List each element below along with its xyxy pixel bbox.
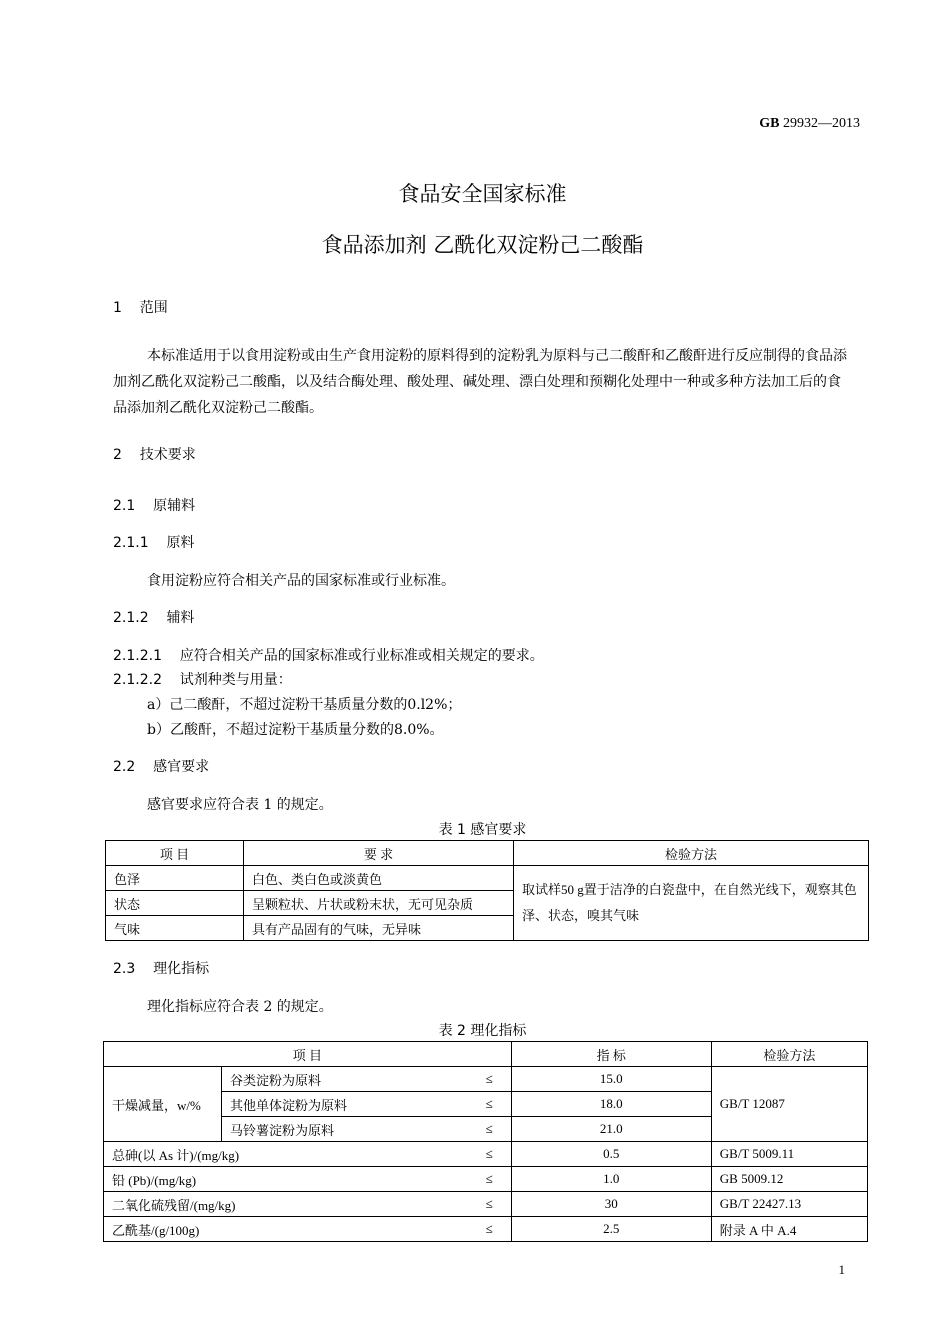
le-symbol: ≤ [475, 1217, 512, 1242]
section-2-1-2-heading: 2.1.2 辅料 [113, 610, 195, 626]
table-row [104, 1192, 868, 1217]
table-2-cell-item: 乙酰基/(g/100g) [104, 1217, 475, 1242]
table-1-header-req: 要 求 [244, 841, 514, 866]
table-2-cell-method: GB/T 12087 [711, 1067, 867, 1142]
table-1-cell-req: 具有产品固有的气味，无异味 [244, 916, 514, 941]
table-1 [105, 840, 869, 941]
table-1-header-method: 检验方法 [514, 841, 869, 866]
table-2-cell-item: 总砷(以 As 计)/(mg/kg) [104, 1142, 475, 1167]
section-1-heading: 1 范围 [113, 300, 168, 316]
section-2-1-2-1: 2.1.2.1 应符合相关产品的国家标准或行业标准或相关规定的要求。 [113, 648, 544, 664]
table-1-cell-req: 白色、类白色或淡黄色 [244, 866, 514, 891]
table-2-cell-sub: 马铃薯淀粉为原料 [222, 1117, 475, 1142]
le-symbol: ≤ [475, 1167, 512, 1192]
table-2-header-item: 项 目 [104, 1042, 512, 1067]
table-2-cell-value: 0.5 [511, 1142, 711, 1167]
page-number: 1 [838, 1262, 845, 1277]
table-2 [103, 1041, 868, 1242]
reagent-b: b）乙酸酐，不超过淀粉干基质量分数的8.0%。 [147, 722, 444, 738]
standard-number: GB 29932—2013 [759, 116, 860, 131]
table-2-header-value: 指 标 [511, 1042, 711, 1067]
table-1-header-item: 项 目 [106, 841, 244, 866]
table-2-cell-item: 二氧化硫残留/(mg/kg) [104, 1192, 475, 1217]
le-symbol: ≤ [475, 1117, 512, 1142]
table-2-cell-value: 18.0 [511, 1092, 711, 1117]
section-2-3-heading: 2.3 理化指标 [113, 961, 210, 977]
table-1-cell-item: 状态 [106, 891, 244, 916]
table-2-cell-method: GB/T 22427.13 [711, 1192, 867, 1217]
table-1-cell-item: 气味 [106, 916, 244, 941]
table-2-group-label: 干燥减量，w/% [104, 1067, 222, 1142]
le-symbol: ≤ [475, 1142, 512, 1167]
table-1-caption: 表 1 感官要求 [438, 822, 527, 838]
table-2-cell-value: 2.5 [511, 1217, 711, 1242]
doc-subtitle: 食品添加剂 乙酰化双淀粉己二酸酯 [321, 233, 644, 257]
le-symbol: ≤ [475, 1067, 512, 1092]
section-2-2-heading: 2.2 感官要求 [113, 759, 210, 775]
table-2-cell-value: 15.0 [511, 1067, 711, 1092]
table-2-cell-value: 21.0 [511, 1117, 711, 1142]
table-2-cell-value: 30 [511, 1192, 711, 1217]
doc-title: 食品安全国家标准 [398, 182, 567, 206]
reagent-a: a）己二酸酐，不超过淀粉干基质量分数的0.l2%； [147, 697, 462, 713]
table-row [104, 1142, 868, 1167]
section-2-2-text: 感官要求应符合表 1 的规定。 [147, 797, 333, 813]
table-2-cell-method: GB 5009.12 [711, 1167, 867, 1192]
section-2-1-1-heading: 2.1.1 原料 [113, 535, 195, 551]
table-row [106, 866, 869, 891]
table-2-caption: 表 2 理化指标 [438, 1023, 527, 1039]
table-1-cell-req: 呈颗粒状、片状或粉末状，无可见杂质 [244, 891, 514, 916]
table-2-cell-sub: 谷类淀粉为原料 [222, 1067, 475, 1092]
table-1-cell-method: 取试样50 g置于洁净的白瓷盘中，在自然光线下，观察其色泽、状态，嗅其气味 [514, 866, 869, 941]
section-2-1-heading: 2.1 原辅料 [113, 498, 196, 514]
table-2-cell-sub: 其他单体淀粉为原料 [222, 1092, 475, 1117]
table-1-cell-item: 色泽 [106, 866, 244, 891]
section-2-3-text: 理化指标应符合表 2 的规定。 [147, 999, 333, 1015]
le-symbol: ≤ [475, 1192, 512, 1217]
section-1-text: 本标准适用于以食用淀粉或由生产食用淀粉的原料得到的淀粉乳为原料与己二酸酐和乙酸酐进行反应制得的食品添加剂乙酰化双淀粉己二酸酯，以及结合酶处理、酸处理、碱处理、漂白处理和预糊化处理中一种或多种方法加工后的食品添加剂乙酰化双淀粉己二酸酯。 [113, 348, 847, 416]
section-2-1-1-text: 食用淀粉应符合相关产品的国家标准或行业标准。 [147, 573, 455, 589]
table-2-cell-method: 附录 A 中 A.4 [711, 1217, 867, 1242]
table-2-header-method: 检验方法 [711, 1042, 867, 1067]
table-row [104, 1067, 868, 1092]
section-2-1-2-2: 2.1.2.2 试剂种类与用量： [113, 672, 292, 688]
table-2-cell-item: 铅 (Pb)/(mg/kg) [104, 1167, 475, 1192]
le-symbol: ≤ [475, 1092, 512, 1117]
table-2-cell-value: 1.0 [511, 1167, 711, 1192]
section-2-heading: 2 技术要求 [113, 447, 196, 463]
table-row [104, 1167, 868, 1192]
table-2-cell-method: GB/T 5009.11 [711, 1142, 867, 1167]
table-row [104, 1217, 868, 1242]
